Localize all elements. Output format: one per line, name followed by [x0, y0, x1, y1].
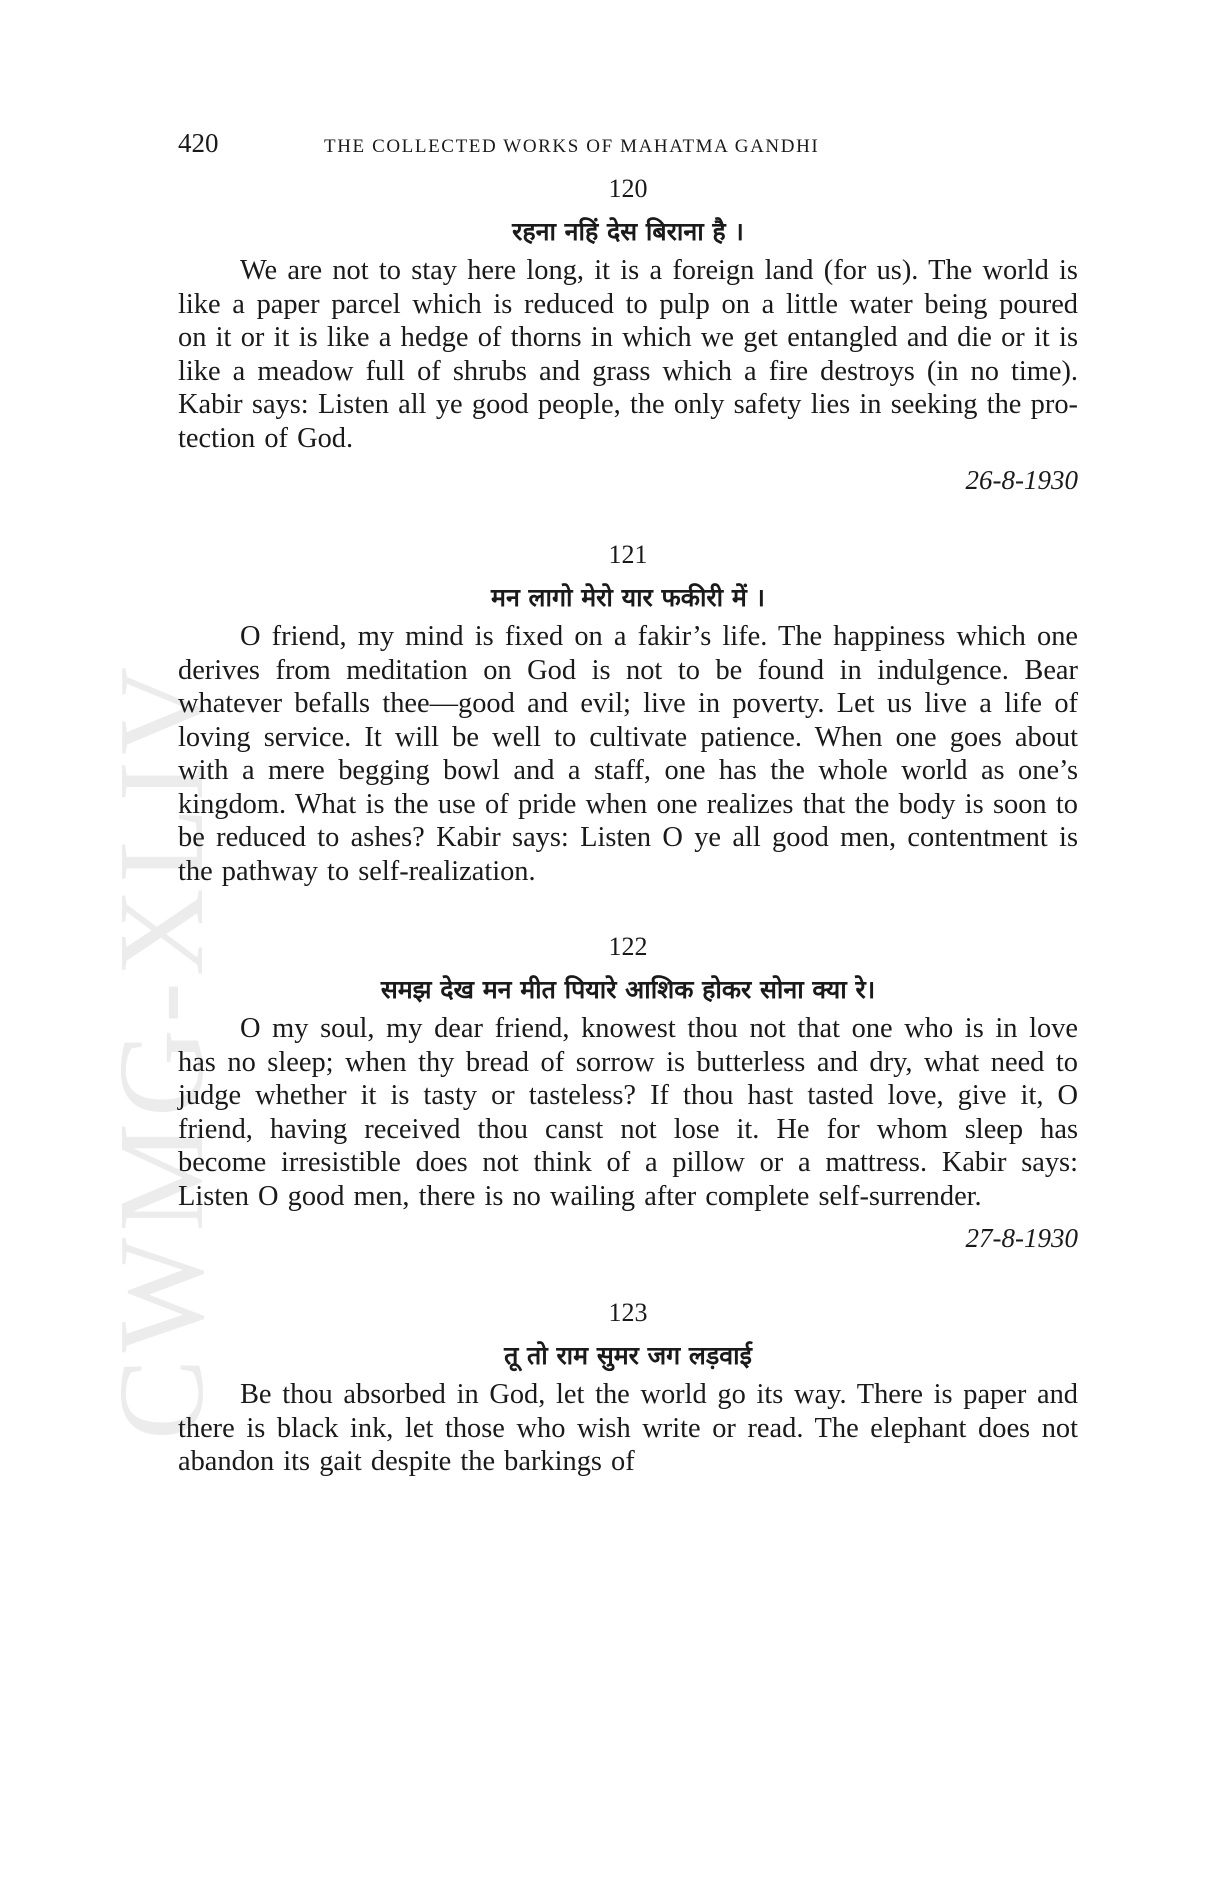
- hindi-verse-line: मन लागो मेरो यार फकीरी में ।: [491, 583, 765, 612]
- entry-text: Be thou absorbed in God, let the world go its way. There is paper and there is black ink, let those who wish write or read. The elephant does not abandon its gait despite the barkings of: [178, 1379, 1078, 1477]
- watermark: CWMG-XLIV: [94, 660, 229, 1440]
- running-head: [178, 128, 1078, 168]
- entry-date: 26-8-1930: [965, 465, 1078, 495]
- hindi-verse-line: तू तो राम सुमर जग लड़वाई: [504, 1341, 752, 1370]
- hindi-verse-line: समझ देख मन मीत पियारे आशिक होकर सोना क्या रे।: [380, 975, 876, 1004]
- entry-number: 123: [608, 1298, 648, 1327]
- entry-number: 121: [608, 540, 648, 569]
- entry-number: 120: [608, 174, 648, 203]
- entry-text: We are not to stay here long, it is a foreign land (for us). The world is like a paper parcel which is reduced to pulp on a little water being poured on it or it is like a hedge of thorns in which we get entangled and die or it is like a meadow full of shrubs and grass which a fire destroys (in no time). Kabir says: Listen all ye good people, the only safety lies in seeking the protection of God.: [178, 255, 1078, 454]
- page: [178, 128, 1078, 1479]
- page-number: 420: [178, 128, 219, 158]
- entry-text: O friend, my mind is fixed on a fakir’s life. The happiness which one derives from meditation on God is not to be found in indulgence. Bear whatever befalls thee—good and evil; live in poverty. Let us live a life of loving service. It will be well to cultivate patience. When one goes about with a mere begging bowl and a staff, one has the whole world as one’s kingdom. What is the use of pride when one realizes that the body is soon to be reduced to ashes? Kabir says: Listen O ye all good men, contentment is the pathway to self-realization.: [178, 621, 1078, 887]
- hindi-verse-line: रहना नहिं देस बिराना है ।: [512, 217, 744, 246]
- entry-120: [178, 174, 1078, 496]
- entry-text: O my soul, my dear friend, knowest thou not that one who is in love has no sleep; when thy bread of sorrow is butterless and dry, what need to judge whether it is tasty or tasteless? If thou hast tasted love, give it, O friend, having received thou canst not lose it. He for whom sleep has become irresistible does not think of a pillow or a mattress. Kabir says: Listen O good men, there is no wailing after complete self-surrender.: [178, 1013, 1078, 1212]
- entry-date: 27-8-1930: [965, 1223, 1078, 1253]
- entry-122: [178, 932, 1078, 1254]
- entry-123: [178, 1298, 1078, 1479]
- running-title: THE COLLECTED WORKS OF MAHATMA GANDHI: [324, 136, 820, 157]
- entry-number: 122: [608, 932, 648, 961]
- entry-121: [178, 540, 1078, 888]
